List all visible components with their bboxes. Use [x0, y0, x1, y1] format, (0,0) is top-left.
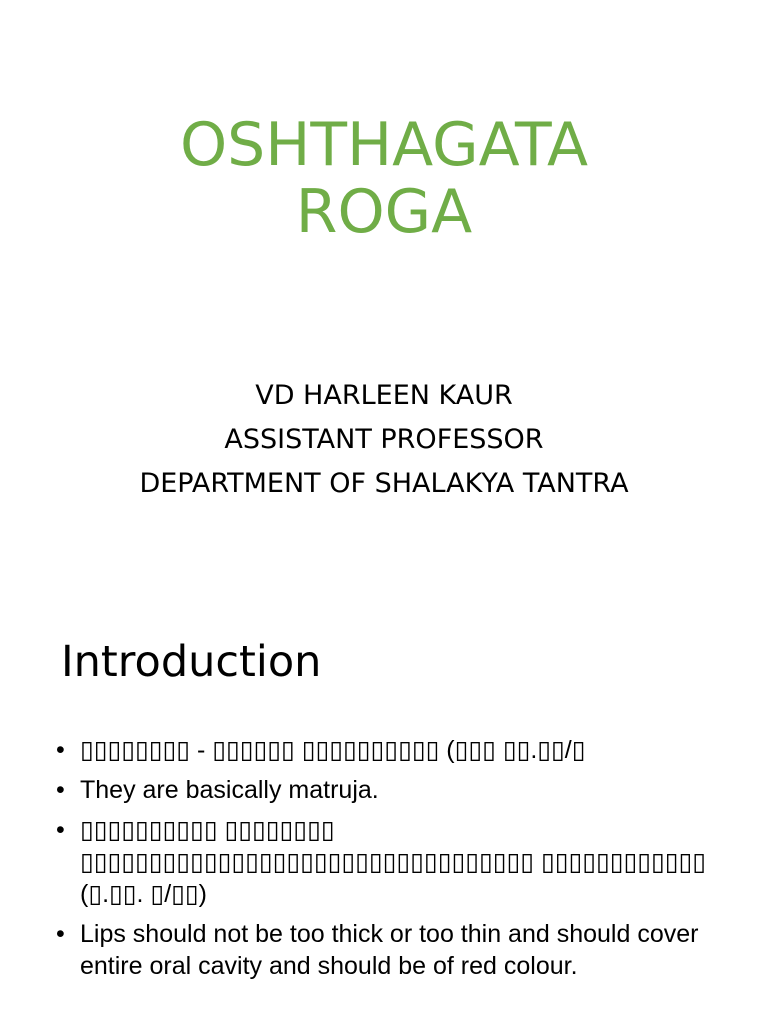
bullet-item [56, 918, 756, 982]
bullet-dot-icon: • [56, 736, 65, 764]
bullet-text: ▯▯▯▯▯▯▯▯▯▯ ▯▯▯▯▯▯▯▯ ▯▯▯▯▯▯▯▯▯▯▯▯▯▯▯▯▯▯▯▯▯▯▯▯▯▯▯▯▯▯▯▯▯ ▯▯▯▯▯▯▯▯▯▯▯▯ (▯.▯▯. ▯/▯▯) [80, 816, 707, 908]
bullet-list [56, 734, 756, 990]
presenter-role: ASSISTANT PROFESSOR [224, 424, 544, 455]
bullet-text: ▯▯▯▯▯▯▯▯ - ▯▯▯▯▯▯ ▯▯▯▯▯▯▯▯▯▯ (▯▯▯ ▯▯.▯▯/▯ [80, 736, 586, 764]
slide-heading: Introduction [61, 637, 322, 687]
slide-title-line-1: OSHTHAGATA [179, 110, 589, 180]
presenter-department: DEPARTMENT OF SHALAKYA TANTRA [139, 468, 629, 499]
slide-title-line-2: ROGA [295, 177, 473, 247]
bullet-item [56, 814, 756, 910]
presenter-name: VD HARLEEN KAUR [255, 380, 513, 411]
slide-title [0, 112, 768, 246]
bullet-item [56, 774, 756, 806]
bullet-item [56, 734, 756, 766]
bullet-text: They are basically matruja. [80, 776, 379, 804]
bullet-dot-icon: • [56, 920, 65, 948]
slide-subtitle [0, 374, 768, 506]
bullet-dot-icon: • [56, 816, 65, 844]
bullet-dot-icon: • [56, 776, 65, 804]
introduction-slide [0, 576, 768, 1024]
bullet-text: Lips should not be too thick or too thin and should cover entire oral cavity and should be of red colour. [80, 920, 699, 980]
